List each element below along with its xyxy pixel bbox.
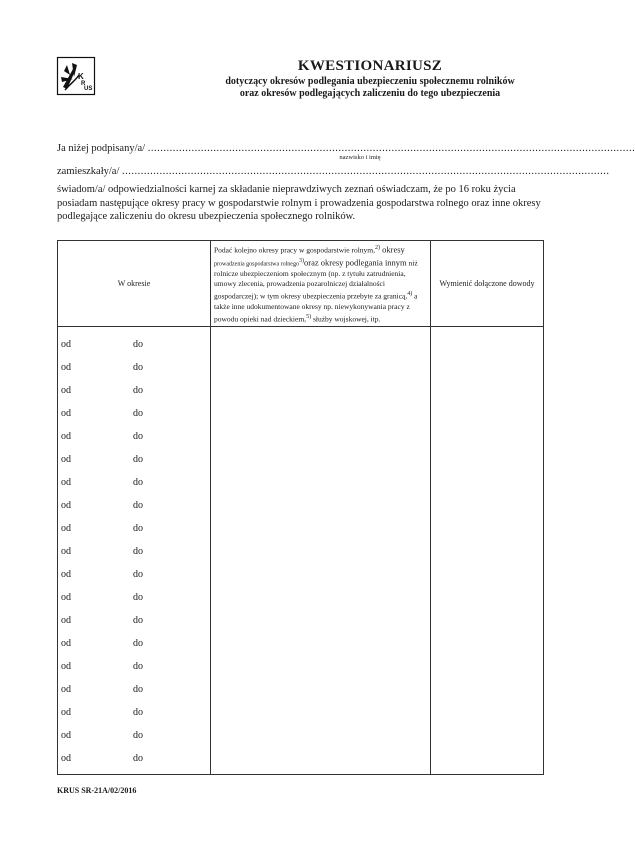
to-label: do [133,569,143,580]
period-row[interactable] [58,379,210,402]
period-row[interactable] [58,540,210,563]
to-label: do [133,707,143,718]
to-label: do [133,477,143,488]
address-label: zamieszkały/a/ [57,166,120,177]
period-row[interactable] [58,586,210,609]
header-desc-part2: okresy [380,244,405,255]
header-desc-part7: służby wojskowej, itp. [311,314,381,323]
to-label: do [133,684,143,695]
statement-text: świadom/a/ odpowiedzialności karnej za składanie nieprawdziwych zeznań oświadczam, że po 16 roku życia posiadam następujące okresy pracy w gospodarstwie rolnym i prowadzenia gospodarstwa rolnego oraz inne okresy podlegające zaliczeniu do okresu ubezpieczenia społecznego rolników. [57,184,541,222]
period-row[interactable] [58,655,210,678]
header-desc-part6: a także inne udokumentowane okresy np. niewykonywania pracy z powodu opieki nad dzieckiem, [214,291,418,323]
from-label: od [61,707,71,718]
from-label: od [61,500,71,511]
from-label: od [61,362,71,373]
header-evidence: Wymienić dołączone dowody [431,241,544,327]
address-dots: ............................................................................................................................................................ [122,166,610,177]
from-label: od [61,730,71,741]
to-label: do [133,661,143,672]
form-code: KRUS SR-21A/02/2016 [57,786,137,795]
to-label: do [133,638,143,649]
to-label: do [133,431,143,442]
from-label: od [61,454,71,465]
from-label: od [61,569,71,580]
period-row[interactable] [58,494,210,517]
period-row[interactable] [58,632,210,655]
footnote-ref: 2) [375,245,381,251]
from-label: od [61,592,71,603]
to-label: do [133,454,143,465]
header-period: W okresie [58,241,211,327]
header-desc-part4: oraz okresy podlegania innym [303,257,407,267]
svg-text:R: R [81,81,86,87]
subtitle-line-2: oraz okresów podlegających zaliczeniu do tego ubezpieczenia [239,88,501,99]
period-column [58,327,211,775]
period-row[interactable] [58,425,210,448]
period-row[interactable] [58,333,210,356]
period-row[interactable] [58,356,210,379]
from-label: od [61,638,71,649]
to-label: do [133,500,143,511]
from-label: od [61,408,71,419]
period-row[interactable] [58,517,210,540]
subtitle-line-1: dotyczący okresów podlegania ubezpieczeniu społecznemu rolników [225,76,515,87]
form-subtitle [150,76,590,100]
from-label: od [61,661,71,672]
from-label: od [61,546,71,557]
from-label: od [61,477,71,488]
to-label: do [133,385,143,396]
evidence-column[interactable] [431,327,544,775]
to-label: do [133,546,143,557]
period-row[interactable] [58,402,210,425]
from-label: od [61,523,71,534]
period-row[interactable] [58,448,210,471]
footnote-ref: 3) [298,257,304,264]
from-label: od [61,753,71,764]
table-header-row [58,241,544,327]
signed-name-hint: nazwisko i imię [339,154,381,161]
krus-logo [57,57,95,95]
to-label: do [133,523,143,534]
signed-name-field[interactable] [57,143,635,154]
from-label: od [61,385,71,396]
header-desc-part5: niż rolnicze ubezpieczeniom społecznym (np. z tytułu zatrudnienia, umowy zlecenia, prowadzenia pozarolniczej działalności gospodarczej); w tym okresy ubezpieczenia przebyte za granicą, [214,258,418,301]
period-row[interactable] [58,609,210,632]
header-desc-part3: prowadzenia gospodarstwa rolnego [214,261,299,267]
period-row[interactable] [58,747,210,770]
table-body-row [58,327,544,775]
from-label: od [61,615,71,626]
period-row[interactable] [58,471,210,494]
signed-name-label: Ja niżej podpisany/a/ [57,143,146,154]
from-label: od [61,684,71,695]
form-title: KWESTIONARIUSZ [297,58,443,74]
period-row[interactable] [58,678,210,701]
footnote-ref: 4) [407,291,413,297]
description-column[interactable] [211,327,431,775]
to-label: do [133,339,143,350]
svg-text:K: K [78,72,84,81]
signed-name-dots: ............................................................................................................................................................ [147,143,635,154]
to-label: do [133,730,143,741]
period-rows [58,327,210,770]
periods-table [57,240,544,775]
to-label: do [133,615,143,626]
to-label: do [133,753,143,764]
svg-text:US: US [84,86,93,92]
to-label: do [133,362,143,373]
from-label: od [61,431,71,442]
footnote-ref: 5) [306,313,312,320]
period-row[interactable] [58,563,210,586]
to-label: do [133,408,143,419]
header-desc-part1: Podać kolejno okresy pracy w gospodarstwie rolnym, [214,245,376,255]
to-label: do [133,592,143,603]
period-row[interactable] [58,701,210,724]
period-row[interactable] [58,724,210,747]
header-description [211,241,431,327]
from-label: od [61,339,71,350]
address-field[interactable] [57,166,610,177]
